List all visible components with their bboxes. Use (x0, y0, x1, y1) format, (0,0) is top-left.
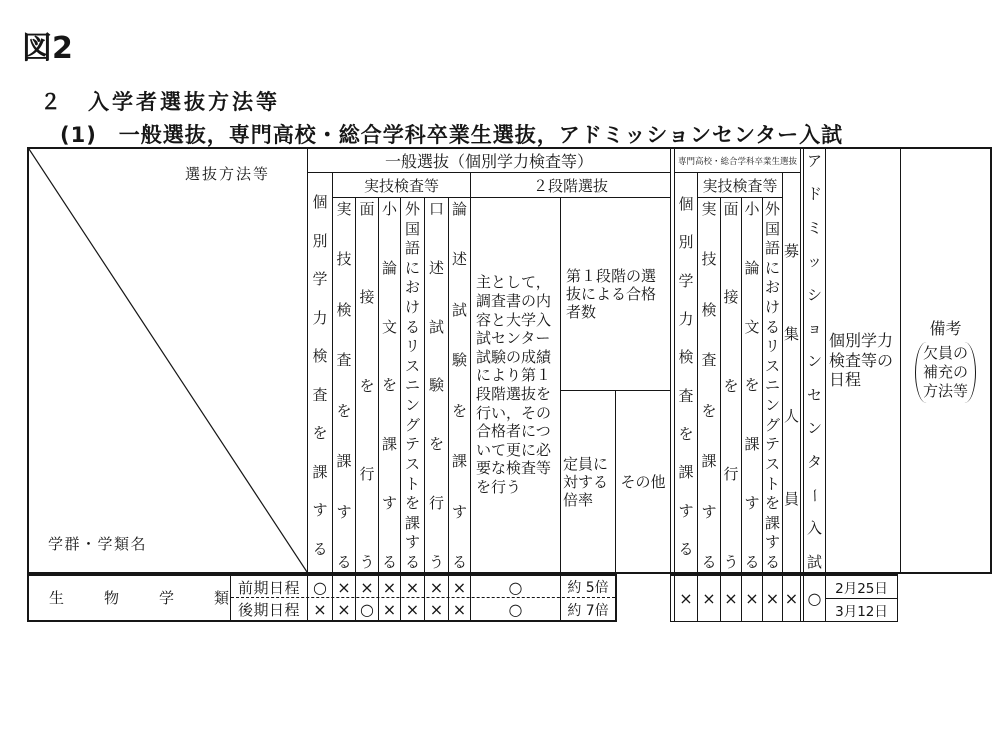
glyph: ー (805, 488, 824, 504)
glyph: に (764, 258, 780, 277)
glyph: ミ (806, 218, 822, 237)
glyph: グ (764, 415, 780, 434)
figure-label: 図2 (22, 31, 73, 66)
admission-center-mark-cell (803, 575, 826, 622)
glyph: す (744, 494, 760, 513)
column-label (379, 202, 400, 570)
glyph: す (312, 501, 328, 520)
glyph: ン (806, 352, 822, 371)
column-label (698, 202, 720, 570)
glyph: 実 (336, 200, 352, 218)
mark-cell (307, 575, 333, 622)
glyph: ョ (806, 319, 822, 338)
general-interview-column (355, 197, 379, 573)
glyph: 面 (359, 200, 375, 218)
glyph: テ (404, 435, 420, 454)
glyph: す (678, 501, 694, 520)
text-line: 対する (563, 472, 609, 491)
glyph: を (336, 401, 352, 420)
general-practical-group: 実技検査等 (332, 172, 471, 198)
glyph: 国 (764, 219, 780, 238)
mark: ○ (313, 577, 327, 597)
glyph: グ (404, 415, 420, 434)
vocational-mark-cell (741, 575, 763, 622)
glyph: 行 (359, 464, 375, 483)
column-label (356, 202, 378, 570)
glyph: 検 (312, 347, 328, 366)
first-stage-pass-count (561, 198, 670, 390)
glyph: う (723, 553, 739, 571)
ratio-value: 約 5倍 (567, 580, 609, 596)
glyph: お (764, 278, 780, 297)
text-line: 定員に (563, 454, 609, 473)
glyph: 査 (701, 351, 717, 370)
glyph: を (764, 494, 780, 513)
glyph: 面 (723, 200, 739, 218)
text-line: 補充の (922, 362, 968, 381)
text-line: 主として， (476, 273, 551, 292)
corner-cell (28, 148, 308, 573)
text-line: 合格者につ (476, 422, 551, 441)
glyph: ニ (404, 376, 420, 395)
glyph: る (451, 552, 467, 571)
glyph: 文 (744, 317, 760, 336)
two-stage-mark-cell (470, 575, 561, 622)
mark: × (360, 577, 374, 597)
general-oral-exam-column (424, 197, 449, 573)
corner-header-label: 選抜方法等 (185, 165, 271, 183)
glyph: る (744, 552, 760, 571)
ratio-value: 約 7倍 (567, 602, 609, 619)
glyph: を (404, 494, 420, 513)
glyph: る (701, 552, 717, 571)
vocational-practical-column (697, 197, 721, 573)
glyph: タ (806, 452, 822, 471)
remarks-column (900, 148, 991, 573)
mark: × (382, 577, 397, 597)
two-stage-title: ２段階選抜 (470, 172, 671, 198)
mark: × (452, 577, 467, 597)
glyph: リ (764, 337, 780, 356)
vocational-mark-cell (762, 575, 783, 622)
mark: × (679, 589, 693, 608)
two-stage-description (471, 198, 560, 572)
text-line: 検査等の (829, 350, 894, 370)
glyph: を (744, 376, 760, 395)
glyph: す (381, 494, 397, 513)
mark: × (337, 577, 351, 597)
schedule-label-second: 後期日程 (237, 601, 300, 619)
column-label (333, 202, 355, 570)
vocational-essay-column (741, 197, 763, 573)
mark: × (724, 589, 738, 608)
glyph: す (336, 502, 352, 521)
glyph: 小 (744, 200, 760, 218)
vocational-mark-cell (720, 575, 742, 622)
glyph: ス (764, 356, 780, 375)
text-line: 段階選抜を (476, 385, 552, 403)
glyph: 語 (404, 239, 420, 258)
glyph: 課 (764, 513, 780, 532)
glyph: る (381, 552, 397, 571)
glyph: 試 (428, 317, 444, 336)
mark: × (429, 577, 444, 597)
glyph: ト (404, 474, 420, 493)
glyph: 国 (404, 219, 420, 238)
two-stage-description-cell (470, 197, 561, 573)
glyph: ッ (806, 252, 822, 271)
glyph: に (404, 258, 420, 277)
glyph: 検 (678, 348, 694, 367)
glyph: セ (806, 385, 822, 404)
glyph: を (701, 401, 717, 420)
mark: ○ (508, 600, 523, 619)
glyph: 技 (336, 250, 352, 269)
mark-cell (378, 575, 401, 622)
glyph: る (678, 539, 694, 558)
glyph: 別 (312, 231, 328, 250)
text-line: 個別学力 (829, 331, 894, 351)
mark: × (784, 589, 799, 608)
general-written-exam-column (448, 197, 471, 573)
glyph: を (381, 376, 397, 395)
glyph: 検 (336, 300, 352, 319)
mark: ○ (508, 577, 523, 597)
remarks-note (915, 342, 976, 403)
glyph: ス (404, 356, 420, 375)
glyph: ト (764, 474, 780, 493)
glyph: す (404, 533, 420, 552)
glyph: ド (806, 185, 822, 204)
glyph: ス (404, 454, 420, 473)
general-essay-column (378, 197, 401, 573)
glyph: 述 (428, 258, 444, 277)
glyph: る (336, 552, 352, 571)
subsection-heading: (1) 一般選抜，専門高校・総合学科卒業生選抜，アドミッションセンター入試 (60, 123, 844, 147)
glyph: ン (764, 396, 780, 415)
mark: × (382, 600, 397, 619)
ratio-value-cell (560, 575, 616, 622)
general-individual-exam-column (307, 172, 333, 573)
glyph: 験 (428, 376, 444, 395)
glyph: を (428, 435, 444, 454)
glyph: る (764, 552, 780, 571)
general-practical-column (332, 197, 356, 573)
column-label (783, 244, 800, 507)
text-line: 試験の成績 (476, 347, 552, 366)
vocational-mark-cell (674, 575, 698, 622)
text-line: 調査書の内 (476, 292, 552, 311)
glyph: ン (404, 396, 420, 415)
text-line: 倍率 (563, 490, 594, 509)
mark-cell (355, 575, 379, 622)
mark: ○ (807, 589, 822, 608)
glyph: る (312, 539, 328, 558)
glyph: 接 (723, 288, 739, 307)
mark-cell (332, 575, 356, 622)
text-line: 方法等 (922, 381, 968, 400)
vocational-listening-column (762, 197, 783, 573)
text-line: いて更に必 (476, 440, 552, 459)
glyph: 員 (783, 489, 799, 508)
glyph: 論 (744, 258, 760, 277)
glyph: を (678, 424, 694, 443)
text-line: 抜による合格 (566, 285, 657, 303)
glyph: 口 (428, 200, 444, 218)
glyph: テ (764, 435, 780, 454)
department-name: 生 物 学 類 (49, 589, 242, 607)
glyph: 課 (404, 513, 420, 532)
glyph: る (404, 552, 420, 571)
remarks-label (901, 149, 990, 572)
glyph: 論 (451, 200, 467, 218)
quota-ratio (561, 391, 615, 572)
glyph: 課 (701, 452, 717, 471)
glyph: 課 (451, 452, 467, 471)
vocational-practical-group: 実技検査等 (697, 172, 783, 198)
glyph: 行 (723, 464, 739, 483)
glyph: 実 (701, 200, 717, 218)
glyph: 述 (451, 250, 467, 269)
glyph: ス (764, 454, 780, 473)
glyph: 課 (381, 435, 397, 454)
mark: × (765, 589, 780, 608)
glyph: 論 (381, 258, 397, 277)
glyph: 人 (783, 407, 799, 426)
glyph: う (359, 553, 375, 571)
vocational-selection-title: 専門高校・総合学科卒業生選抜 (674, 148, 801, 173)
glyph: 課 (744, 435, 760, 454)
vocational-quota-column (782, 172, 801, 573)
schedule-label-first: 前期日程 (237, 578, 300, 597)
column-label (425, 202, 448, 570)
glyph: 課 (336, 452, 352, 471)
mark: × (405, 600, 420, 619)
text-line: 欠員の (922, 343, 968, 362)
glyph: ア (806, 152, 822, 170)
general-listening-column (400, 197, 425, 573)
mark-cell (424, 575, 449, 622)
text-line: を行う (476, 477, 522, 496)
other-cell: その他 (615, 390, 671, 573)
column-label (804, 154, 825, 570)
mark: × (337, 600, 351, 619)
vocational-mark-cell (782, 575, 801, 622)
glyph: け (764, 298, 780, 317)
text-line: 要な検査等 (476, 459, 552, 478)
column-label (308, 195, 332, 557)
column-label (742, 202, 762, 570)
glyph: 募 (783, 242, 799, 260)
section-heading: ２ 入学者選抜方法等 (40, 90, 280, 114)
mark: × (429, 600, 444, 619)
glyph: 学 (312, 270, 328, 289)
mark-cell (400, 575, 425, 622)
column-label (763, 202, 782, 570)
glyph: 外 (764, 200, 780, 218)
glyph: 外 (404, 200, 420, 218)
mark: × (452, 600, 467, 619)
glyph: お (404, 278, 420, 297)
column-label (675, 197, 697, 557)
glyph: 個 (312, 193, 328, 211)
text-line: 試センター (476, 329, 551, 348)
glyph: 査 (312, 385, 328, 404)
glyph: 接 (359, 288, 375, 307)
mark-cell (448, 575, 471, 622)
glyph: 査 (678, 386, 694, 405)
exam-date-second: 3月12日 (825, 598, 898, 622)
mark: ○ (360, 600, 374, 619)
glyph: ン (806, 419, 822, 438)
text-line: 第１段階の選 (566, 267, 657, 285)
glyph: す (764, 533, 780, 552)
schedule-label-cell (230, 575, 308, 622)
admission-center-column (803, 148, 826, 573)
column-label (401, 202, 424, 570)
glyph: る (764, 317, 780, 336)
exam-date-first: 2月25日 (825, 575, 898, 599)
mark: × (745, 589, 759, 608)
glyph: 課 (678, 463, 694, 482)
glyph: 学 (678, 271, 694, 290)
text-line: により第１ (476, 366, 552, 385)
glyph: 験 (451, 351, 467, 370)
glyph: を (451, 401, 467, 420)
glyph: シ (806, 285, 822, 304)
diagonal-line (29, 149, 307, 572)
glyph: す (701, 502, 717, 521)
glyph: ニ (764, 376, 780, 395)
mark: × (702, 589, 716, 608)
text-line: 行い，その (476, 403, 552, 422)
glyph: 入 (806, 519, 822, 538)
remarks-title: 備考 (929, 318, 962, 338)
glyph: 課 (312, 462, 328, 481)
quota-ratio-cell (560, 390, 616, 573)
glyph: 別 (678, 233, 694, 252)
glyph: を (359, 376, 375, 395)
vocational-individual-exam-column (674, 172, 698, 573)
glyph: け (404, 298, 420, 317)
vocational-interview-column (720, 197, 742, 573)
text-line: 者数 (566, 303, 597, 321)
column-label (721, 202, 741, 570)
mark: × (313, 600, 327, 619)
glyph: 個 (678, 195, 694, 213)
glyph: す (451, 502, 467, 521)
glyph: 行 (428, 494, 444, 513)
mark: × (405, 577, 420, 597)
glyph: る (404, 317, 420, 336)
department-name-cell (28, 575, 242, 622)
corner-row-label: 学群・学類名 (48, 535, 148, 553)
general-selection-title: 一般選抜（個別学力検査等） (307, 148, 671, 173)
column-label (449, 202, 470, 570)
glyph: 力 (678, 309, 694, 328)
glyph: 試 (806, 552, 822, 571)
schedule-column (825, 148, 901, 573)
schedule-label (826, 149, 900, 572)
glyph: 検 (701, 300, 717, 319)
text-line: 日程 (829, 370, 862, 390)
glyph: 試 (451, 300, 467, 319)
glyph: リ (404, 337, 420, 356)
vocational-mark-cell (697, 575, 721, 622)
row-separator-dashed (231, 597, 615, 598)
glyph: 語 (764, 239, 780, 258)
glyph: を (723, 376, 739, 395)
glyph: 小 (381, 200, 397, 218)
text-line: 容と大学入 (476, 310, 552, 329)
glyph: 査 (336, 351, 352, 370)
glyph: 集 (783, 324, 799, 343)
glyph: を (312, 424, 328, 443)
first-stage-pass-count-cell (560, 197, 671, 391)
glyph: 力 (312, 308, 328, 327)
glyph: 技 (701, 250, 717, 269)
glyph: う (428, 552, 444, 571)
glyph: 文 (381, 317, 397, 336)
